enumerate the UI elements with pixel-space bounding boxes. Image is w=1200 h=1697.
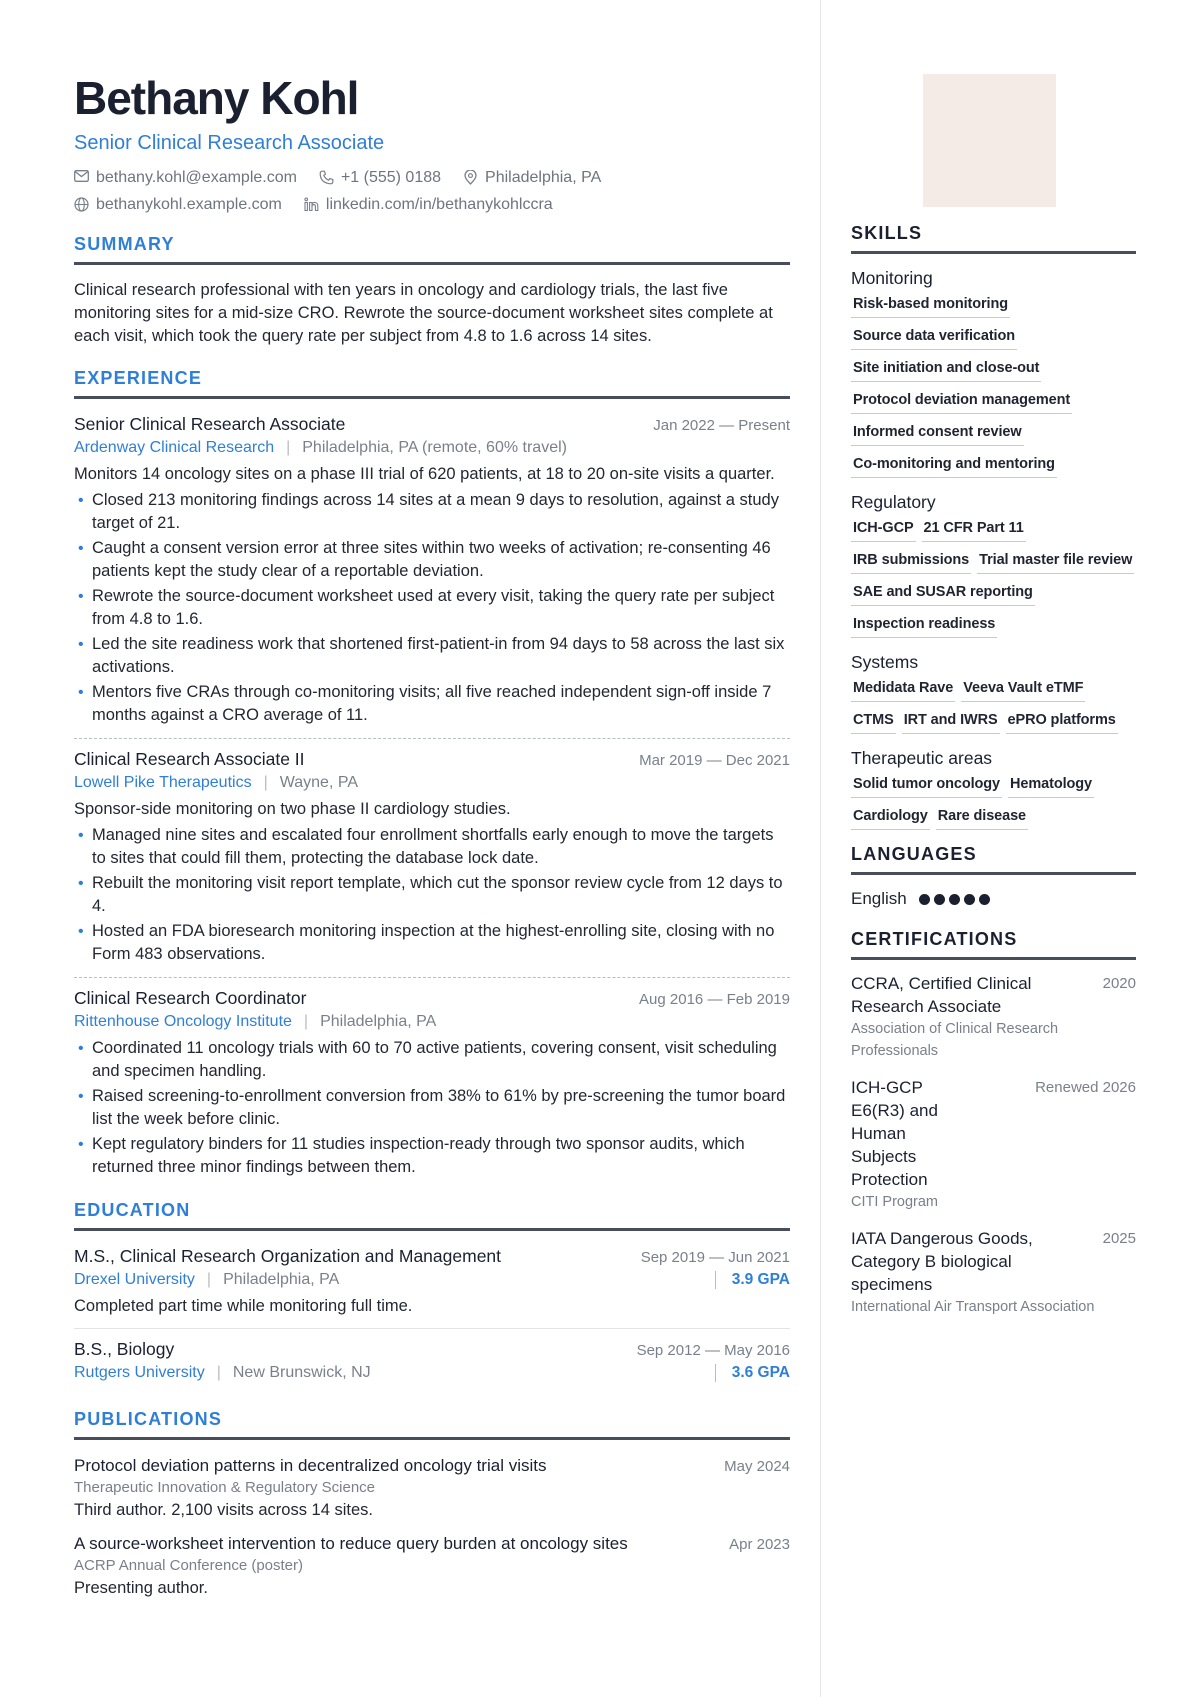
gpa-divider bbox=[715, 1364, 716, 1382]
skill-tag: Co-monitoring and mentoring bbox=[851, 452, 1057, 478]
language-name: English bbox=[851, 889, 907, 908]
certification-entry bbox=[851, 1227, 1136, 1318]
gpa-value: 3.6 GPA bbox=[731, 1364, 790, 1381]
job-title: Clinical Research Coordinator bbox=[74, 988, 307, 1008]
level-dot bbox=[919, 894, 930, 905]
section-divider bbox=[74, 1437, 790, 1440]
separator: | bbox=[286, 439, 291, 456]
bullet-item: • Hosted an FDA bioresearch monitoring inspection at the highest-enrolling site, closing with no Form 483 observations. bbox=[74, 920, 790, 966]
bullet-item: • Coordinated 11 oncology trials with 60 to 70 active patients, covering consent, visit scheduling and specimen handling. bbox=[74, 1037, 790, 1083]
skill-tags bbox=[851, 676, 1136, 734]
certifications-heading: CERTIFICATIONS bbox=[851, 929, 1018, 949]
linkedin-icon bbox=[304, 197, 319, 212]
education-entry bbox=[74, 1338, 790, 1385]
experience-section bbox=[74, 366, 790, 1188]
skills-section bbox=[851, 221, 1136, 830]
experience-heading: EXPERIENCE bbox=[74, 368, 203, 388]
skill-group bbox=[851, 490, 1136, 638]
section-divider bbox=[74, 1228, 790, 1231]
skill-tag: Site initiation and close-out bbox=[851, 356, 1041, 382]
certification-issuer: International Air Transport Association bbox=[851, 1299, 1095, 1315]
certification-name: IATA Dangerous Goods, Category B biological specimens bbox=[851, 1229, 1033, 1294]
email-icon bbox=[74, 170, 89, 185]
job-dates: Mar 2019 — Dec 2021 bbox=[639, 752, 790, 769]
bullet-item: • Caught a consent version error at three sites within two weeks of activation; re-consenting 46 patients kept the study clear of a reportable deviation. bbox=[74, 537, 790, 583]
skill-tag: Inspection readiness bbox=[851, 612, 997, 638]
skill-tag: Rare disease bbox=[936, 804, 1028, 830]
certification-year: 2020 bbox=[1102, 975, 1136, 992]
skills-groups bbox=[851, 266, 1136, 830]
bullet-item: • Raised screening-to-enrollment conversion from 38% to 61% by pre-screening the tumor board list the week before clinic. bbox=[74, 1085, 790, 1131]
skill-group-title: Systems bbox=[851, 652, 919, 672]
skill-tag: ePRO platforms bbox=[1006, 708, 1118, 734]
job-entry bbox=[74, 413, 790, 736]
bullet-item: • Managed nine sites and escalated four enrollment shortfalls early enough to move the targets to sites that could fill them, protecting the database lock date. bbox=[74, 824, 790, 870]
job-location: Wayne, PA bbox=[279, 774, 358, 791]
skill-group-title: Monitoring bbox=[851, 268, 933, 288]
education-dates: Sep 2019 — Jun 2021 bbox=[640, 1249, 790, 1266]
skill-group bbox=[851, 746, 1136, 830]
publication-title: A source-worksheet intervention to reduce query burden at oncology sites bbox=[74, 1534, 628, 1553]
bullet-item: • Rewrote the source-document worksheet used at every visit, taking the query rate per subject from 4.8 to 1.6. bbox=[74, 585, 790, 631]
level-dot bbox=[949, 894, 960, 905]
skill-tag: Solid tumor oncology bbox=[851, 772, 1002, 798]
contact-email[interactable]: bethany.kohl@example.com bbox=[74, 164, 297, 191]
bullet-item: • Kept regulatory binders for 11 studies inspection-ready through two sponsor audits, which returned three minor findings between them. bbox=[74, 1133, 790, 1179]
education-heading: EDUCATION bbox=[74, 1200, 191, 1220]
skill-tag: Source data verification bbox=[851, 324, 1017, 350]
certification-issuer: Association of Clinical Research Professionals bbox=[851, 1021, 1059, 1059]
skill-tag: Cardiology bbox=[851, 804, 930, 830]
location-icon bbox=[463, 170, 478, 185]
skill-group bbox=[851, 650, 1136, 734]
job-title: Clinical Research Associate II bbox=[74, 749, 305, 769]
school-location: New Brunswick, NJ bbox=[232, 1364, 371, 1381]
job-bullets bbox=[74, 489, 790, 727]
job-bullets bbox=[74, 1037, 790, 1179]
certification-issuer: CITI Program bbox=[851, 1194, 939, 1210]
separator: | bbox=[206, 1271, 212, 1288]
job-entry bbox=[74, 987, 790, 1188]
job-description: Sponsor-side monitoring on two phase II cardiology studies. bbox=[74, 800, 511, 818]
skill-group bbox=[851, 266, 1136, 478]
education-dates: Sep 2012 — May 2016 bbox=[636, 1342, 790, 1359]
separator: | bbox=[216, 1364, 221, 1381]
bullet-item: • Mentors five CRAs through co-monitoring visits; all five reached independent sign-off inside 7 months against a CRO average of 11. bbox=[74, 681, 790, 727]
separator: | bbox=[303, 1013, 309, 1030]
publication-entry bbox=[74, 1532, 790, 1600]
contact-linkedin[interactable]: linkedin.com/in/bethanykohlccra bbox=[304, 191, 553, 218]
summary-heading: SUMMARY bbox=[74, 234, 175, 254]
summary-section bbox=[74, 232, 790, 348]
summary-text: Clinical research professional with ten years in oncology and cardiology trials, the last five monitoring sites for a mid-size CRO. Rewrote the source-document worksheet sites complete at each visit, which took the query rate per subject from 4.8 to 1.6 across 14 sites. bbox=[74, 281, 773, 345]
skill-tag: CTMS bbox=[851, 708, 896, 734]
skill-tags bbox=[851, 516, 1136, 638]
publications-section bbox=[74, 1407, 790, 1600]
skill-tags bbox=[851, 292, 1136, 478]
main-column bbox=[74, 72, 790, 1610]
skill-tag: ICH-GCP bbox=[851, 516, 916, 542]
certifications-section bbox=[851, 927, 1136, 1318]
contact-website[interactable]: bethanykohl.example.com bbox=[74, 191, 282, 218]
skill-tag: Trial master file review bbox=[977, 548, 1134, 574]
sidebar bbox=[851, 74, 1136, 1332]
certification-name: CCRA, Certified Clinical Research Associate bbox=[851, 974, 1032, 1016]
job-location: Philadelphia, PA (remote, 60% travel) bbox=[302, 439, 567, 456]
language-item bbox=[851, 887, 1136, 911]
globe-icon bbox=[74, 197, 89, 212]
education-section bbox=[74, 1198, 790, 1385]
skill-group-title: Therapeutic areas bbox=[851, 748, 993, 768]
contact-info bbox=[74, 164, 790, 218]
certification-entry bbox=[851, 1076, 1136, 1213]
employer-name: Lowell Pike Therapeutics bbox=[74, 774, 252, 791]
education-entry bbox=[74, 1245, 790, 1318]
contact-location: Philadelphia, PA bbox=[463, 164, 601, 191]
skill-tag: Medidata Rave bbox=[851, 676, 955, 702]
publication-venue: ACRP Annual Conference (poster) bbox=[74, 1557, 304, 1574]
certification-entry bbox=[851, 972, 1136, 1062]
publications-heading: PUBLICATIONS bbox=[74, 1409, 223, 1429]
gpa-badge bbox=[715, 1361, 790, 1385]
separator: | bbox=[263, 774, 268, 791]
employer-name: Ardenway Clinical Research bbox=[74, 439, 275, 456]
skill-tag: Veeva Vault eTMF bbox=[961, 676, 1085, 702]
level-dot bbox=[979, 894, 990, 905]
entry-divider bbox=[74, 1328, 790, 1329]
bullet-item: • Closed 213 monitoring findings across 14 sites at a mean 9 days to resolution, against a study target of 21. bbox=[74, 489, 790, 535]
skill-tag: IRB submissions bbox=[851, 548, 971, 574]
section-divider bbox=[851, 251, 1136, 254]
languages-heading: LANGUAGES bbox=[851, 844, 977, 864]
skill-tag: Protocol deviation management bbox=[851, 388, 1072, 414]
skill-tag: Risk-based monitoring bbox=[851, 292, 1010, 318]
skill-tag: SAE and SUSAR reporting bbox=[851, 580, 1035, 606]
bullet-item: • Rebuilt the monitoring visit report template, which cut the sponsor review cycle from 12 days to 4. bbox=[74, 872, 790, 918]
certification-year: Renewed 2026 bbox=[1035, 1079, 1136, 1096]
job-title: Senior Clinical Research Associate bbox=[74, 414, 346, 434]
language-level-dots bbox=[919, 894, 990, 905]
level-dot bbox=[964, 894, 975, 905]
skill-tags bbox=[851, 772, 1136, 830]
education-note: Completed part time while monitoring full time. bbox=[74, 1297, 413, 1315]
degree-name: B.S., Biology bbox=[74, 1339, 175, 1359]
candidate-name: Bethany Kohl bbox=[74, 72, 359, 124]
skills-heading: SKILLS bbox=[851, 223, 923, 243]
certification-name: ICH-GCP E6(R3) and Human Subjects Protection bbox=[851, 1078, 938, 1189]
bullet-item: • Led the site readiness work that shortened first-patient-in from 94 days to 58 across the last six activations. bbox=[74, 633, 790, 679]
skill-group-title: Regulatory bbox=[851, 492, 936, 512]
skill-tag: Hematology bbox=[1008, 772, 1094, 798]
publication-title: Protocol deviation patterns in decentralized oncology trial visits bbox=[74, 1456, 547, 1475]
job-entry bbox=[74, 748, 790, 975]
job-location: Philadelphia, PA bbox=[320, 1013, 437, 1030]
gpa-value: 3.9 GPA bbox=[731, 1271, 790, 1288]
job-description: Monitors 14 oncology sites on a phase III trial of 620 patients, at 18 to 20 on-site visits a quarter. bbox=[74, 465, 775, 483]
publication-date: Apr 2023 bbox=[729, 1536, 790, 1553]
publication-date: May 2024 bbox=[724, 1458, 790, 1475]
contact-phone[interactable]: +1 (555) 0188 bbox=[319, 164, 441, 191]
publication-note: Third author. 2,100 visits across 14 sites. bbox=[74, 1501, 373, 1519]
section-divider bbox=[74, 396, 790, 399]
phone-icon bbox=[319, 170, 334, 185]
certification-year: 2025 bbox=[1102, 1230, 1136, 1247]
school-name: Drexel University bbox=[74, 1271, 195, 1288]
job-dates: Aug 2016 — Feb 2019 bbox=[639, 991, 790, 1008]
job-dates: Jan 2022 — Present bbox=[653, 417, 790, 434]
skill-tag: Informed consent review bbox=[851, 420, 1024, 446]
section-divider bbox=[851, 957, 1136, 960]
section-divider bbox=[74, 262, 790, 265]
skill-tag: IRT and IWRS bbox=[902, 708, 1000, 734]
degree-name: M.S., Clinical Research Organization and Management bbox=[74, 1246, 502, 1266]
section-divider bbox=[851, 872, 1136, 875]
gpa-badge bbox=[715, 1268, 790, 1292]
publication-note: Presenting author. bbox=[74, 1579, 208, 1597]
profile-photo-placeholder bbox=[923, 74, 1056, 207]
entry-divider bbox=[74, 977, 790, 978]
candidate-role: Senior Clinical Research Associate bbox=[74, 132, 385, 154]
entry-divider bbox=[74, 738, 790, 739]
skill-tag: 21 CFR Part 11 bbox=[922, 516, 1026, 542]
job-bullets bbox=[74, 824, 790, 966]
gpa-divider bbox=[715, 1271, 716, 1289]
school-name: Rutgers University bbox=[74, 1364, 205, 1381]
publication-venue: Therapeutic Innovation & Regulatory Science bbox=[74, 1479, 376, 1496]
publication-entry bbox=[74, 1454, 790, 1522]
level-dot bbox=[934, 894, 945, 905]
school-location: Philadelphia, PA bbox=[223, 1271, 340, 1288]
employer-name: Rittenhouse Oncology Institute bbox=[74, 1013, 292, 1030]
languages-section bbox=[851, 842, 1136, 911]
